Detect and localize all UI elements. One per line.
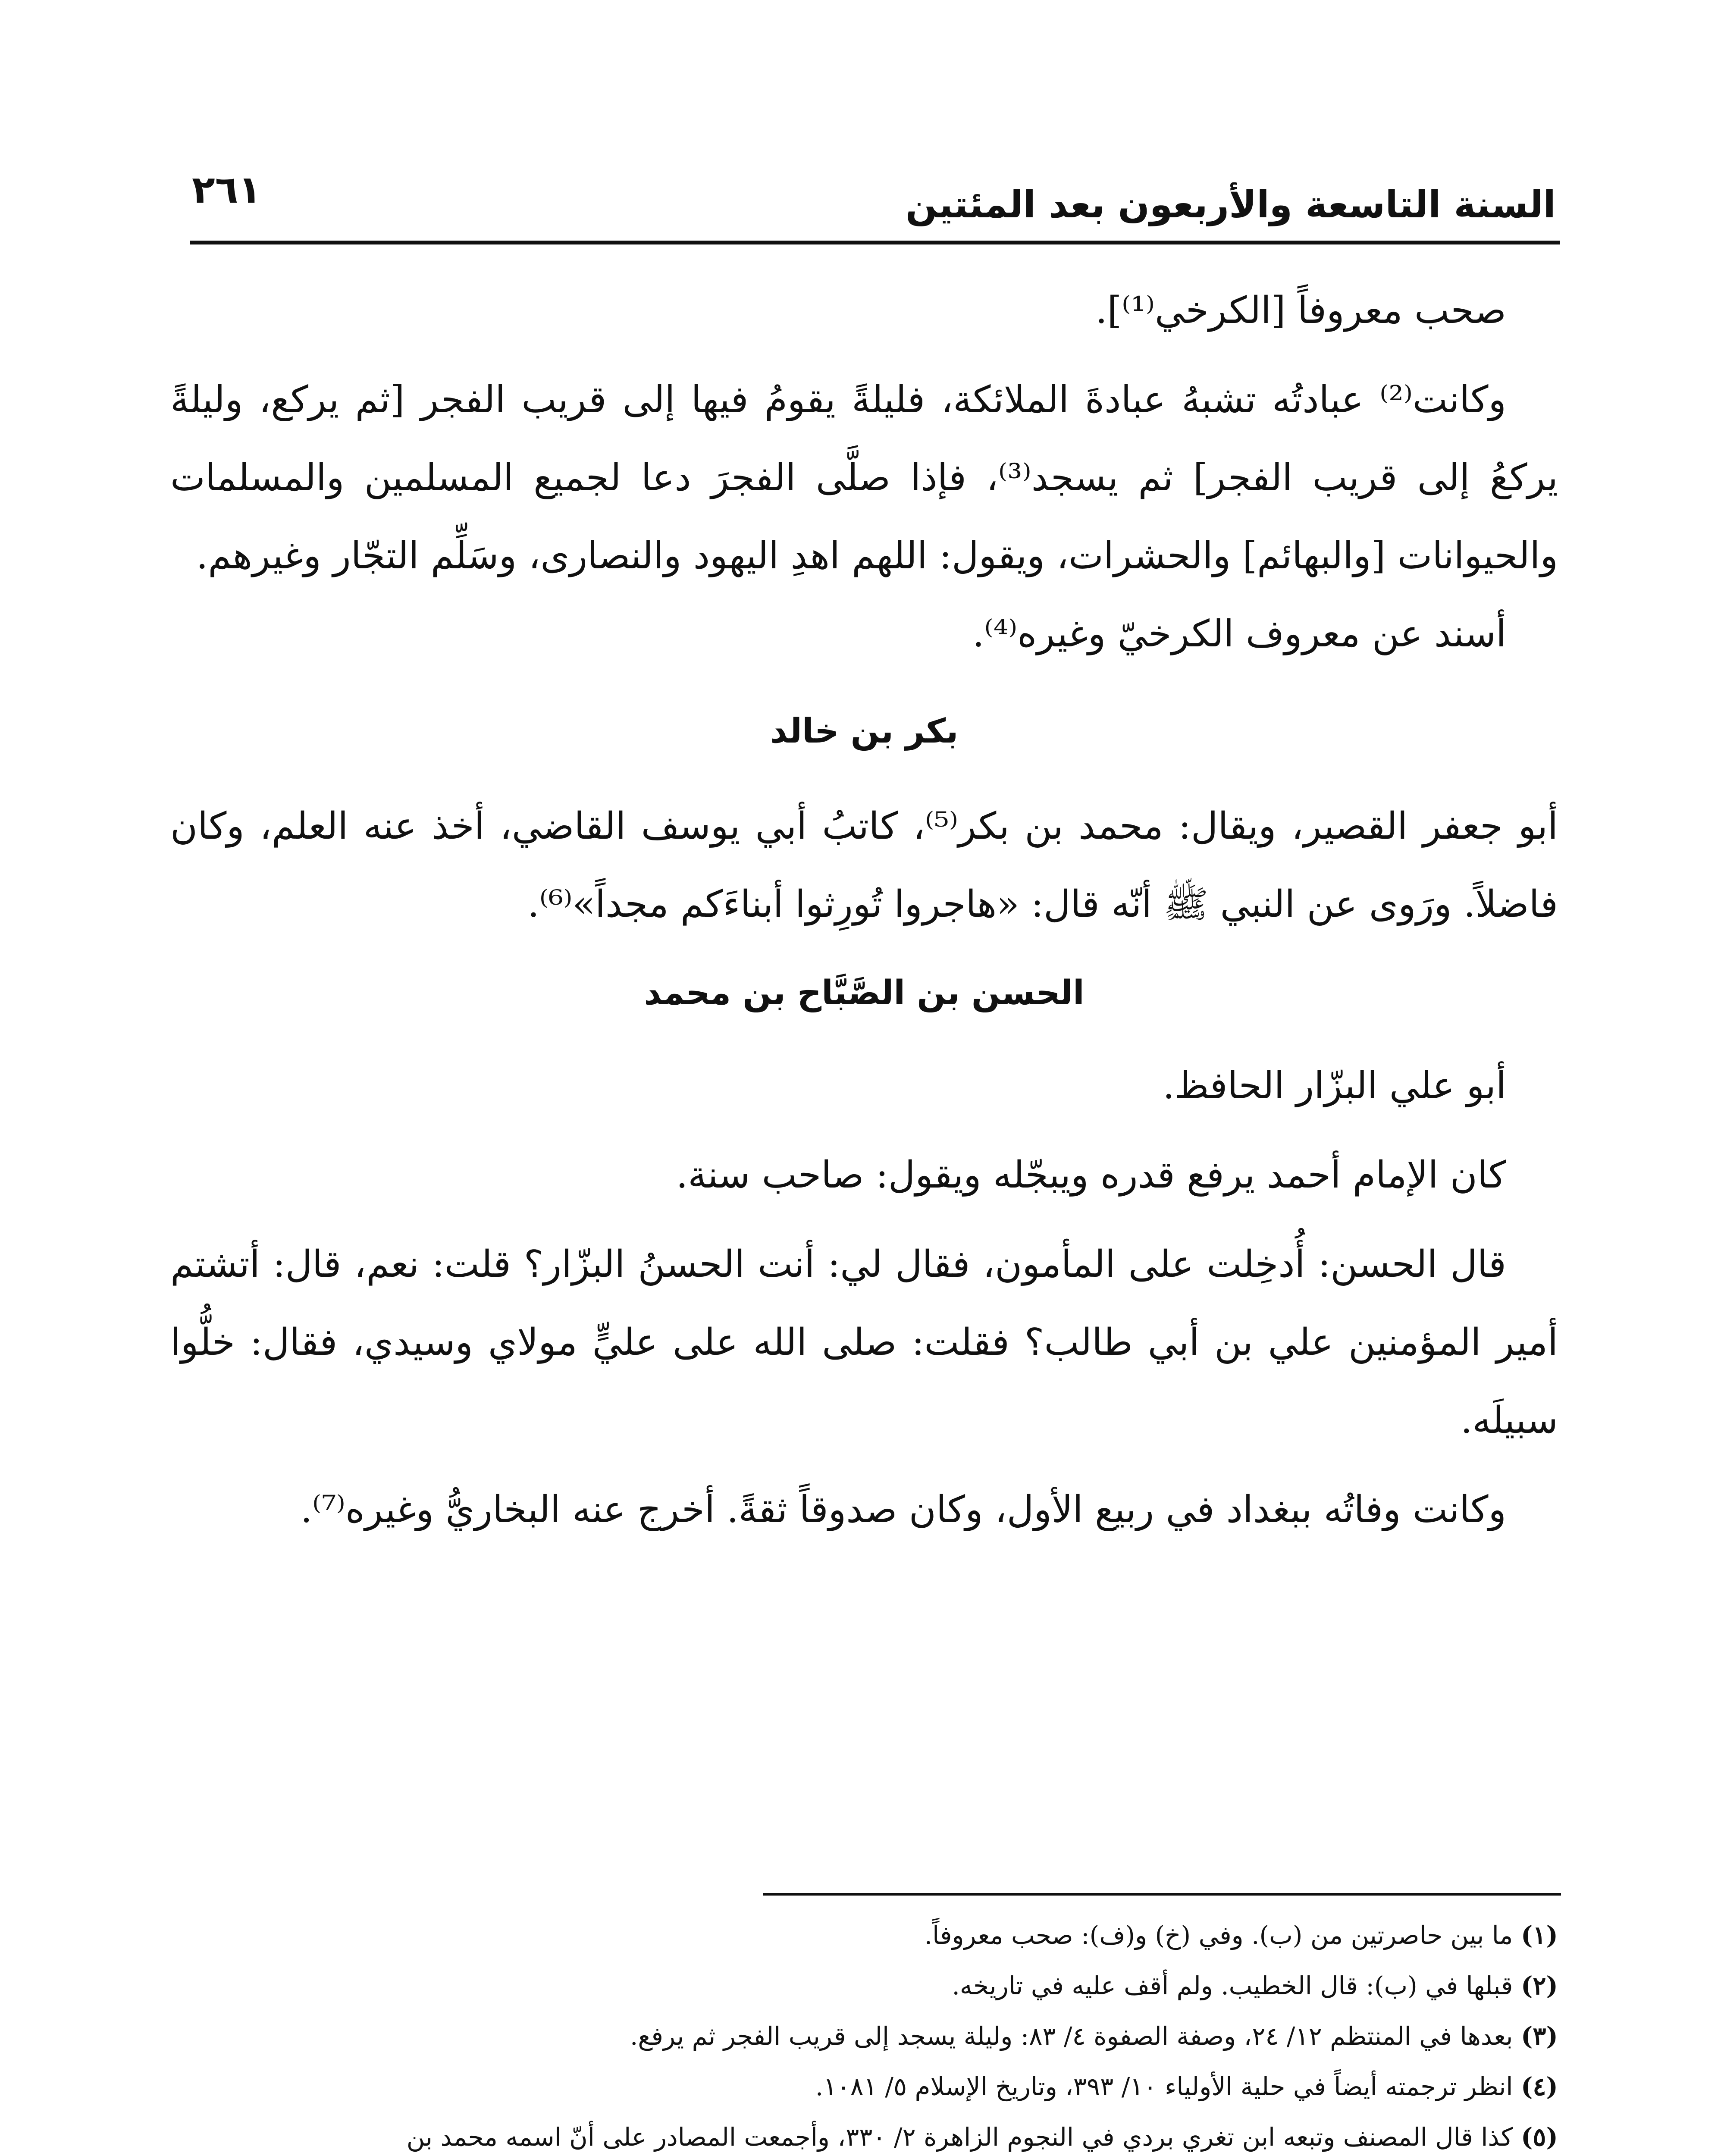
footnote-text: انظر ترجمته أيضاً في حلية الأولياء ١٠/ ٣٩٣، وتاريخ الإسلام ٥/ ١٠٨١.: [815, 2072, 1513, 2101]
paragraph-isnad: أسند عن معروف الكرخيّ وغيره⁽⁴⁾.: [972, 612, 1506, 655]
footnote-number: (٥): [1520, 2122, 1558, 2152]
entry-heading-hasan: الحسن بن الصَّبَّاح بن محمد: [644, 974, 1085, 1012]
footnote: [170, 1910, 1558, 1961]
running-title: السنة التاسعة والأربعون بعد المئتين: [905, 183, 1556, 226]
footnote: [170, 2011, 1558, 2062]
paragraph-sahib: صحب معروفاً [الكرخي⁽¹⁾].: [1095, 289, 1506, 332]
paragraph-death: وكانت وفاتُه ببغداد في ربيع الأول، وكان صدوقاً ثقةً. أخرج عنه البخاريُّ وغيره⁽⁷⁾.: [300, 1488, 1506, 1531]
paragraph-bakr: أبو جعفر القصير، ويقال: محمد بن بكر⁽⁵⁾، كاتبُ أبي يوسف القاضي، أخذ عنه العلم، وكان فاضلاً. ورَوى عن النبي ﷺ أنّه قال: «هاجروا تُورِثوا أبناءَكم مجداً»⁽⁶⁾.: [170, 805, 1558, 926]
footnote-text: كذا قال المصنف وتبعه ابن تغري بردي في النجوم الزاهرة ٢/ ٣٣٠، وأجمعت المصادر على أنّ اسمه محمد بن: [406, 2122, 1513, 2152]
entry-heading-bakr: بكر بن خالد: [770, 712, 959, 751]
paragraph-ahmad: كان الإمام أحمد يرفع قدره ويبجّله ويقول: صاحب سنة.: [676, 1153, 1506, 1197]
paragraph-kunya: أبو علي البزّار الحافظ.: [1163, 1064, 1506, 1107]
footnote-text: ما بين حاصرتين من (ب). وفي (خ) و(ف): صحب معروفاً.: [924, 1921, 1513, 1950]
footnote-number: (١): [1520, 1921, 1558, 1950]
main-text: [170, 272, 1558, 1549]
paragraph-mamun: قال الحسن: أُدخِلت على المأمون، فقال لي: أنت الحسنُ البزّار؟ قلت: نعم، قال: أتشتم أمير المؤمنين علي بن أبي طالب؟ فقلت: صلى الله على عليٍّ مولاي وسيدي، فقال: خلُّوا سبيلَه.: [170, 1243, 1558, 1442]
header-rule: [190, 241, 1560, 244]
footnote: [170, 2062, 1558, 2112]
footnote-number: (٢): [1520, 1971, 1558, 2000]
footnote: [170, 2112, 1558, 2156]
footnote-text: بعدها في المنتظم ١٢/ ٢٤، وصفة الصفوة ٤/ ٨٣: وليلة يسجد إلى قريب الفجر ثم يرفع.: [630, 2021, 1513, 2051]
footnote-rule: [763, 1893, 1561, 1896]
footnote: [170, 1961, 1558, 2011]
footnote-number: (٣): [1520, 2021, 1558, 2051]
footnotes: [170, 1910, 1558, 2156]
page-number: ٢٦١: [192, 167, 262, 212]
footnote-text: قبلها في (ب): قال الخطيب. ولم أقف عليه في تاريخه.: [952, 1971, 1513, 2000]
paragraph-worship: وكانت⁽²⁾ عبادتُه تشبهُ عبادةَ الملائكة، فليلةً يقومُ فيها إلى قريب الفجر [ثم يركع، وليلةً يركعُ إلى قريب الفجر] ثم يسجد⁽³⁾، فإذا صلَّى الفجرَ دعا لجميع المسلمين والمسلمات والحيوانات [والبهائم] والحشرات، ويقول: اللهم اهدِ اليهود والنصارى، وسَلِّم التجّار وغيرهم.: [170, 378, 1558, 577]
footnote-number: (٤): [1520, 2072, 1558, 2101]
